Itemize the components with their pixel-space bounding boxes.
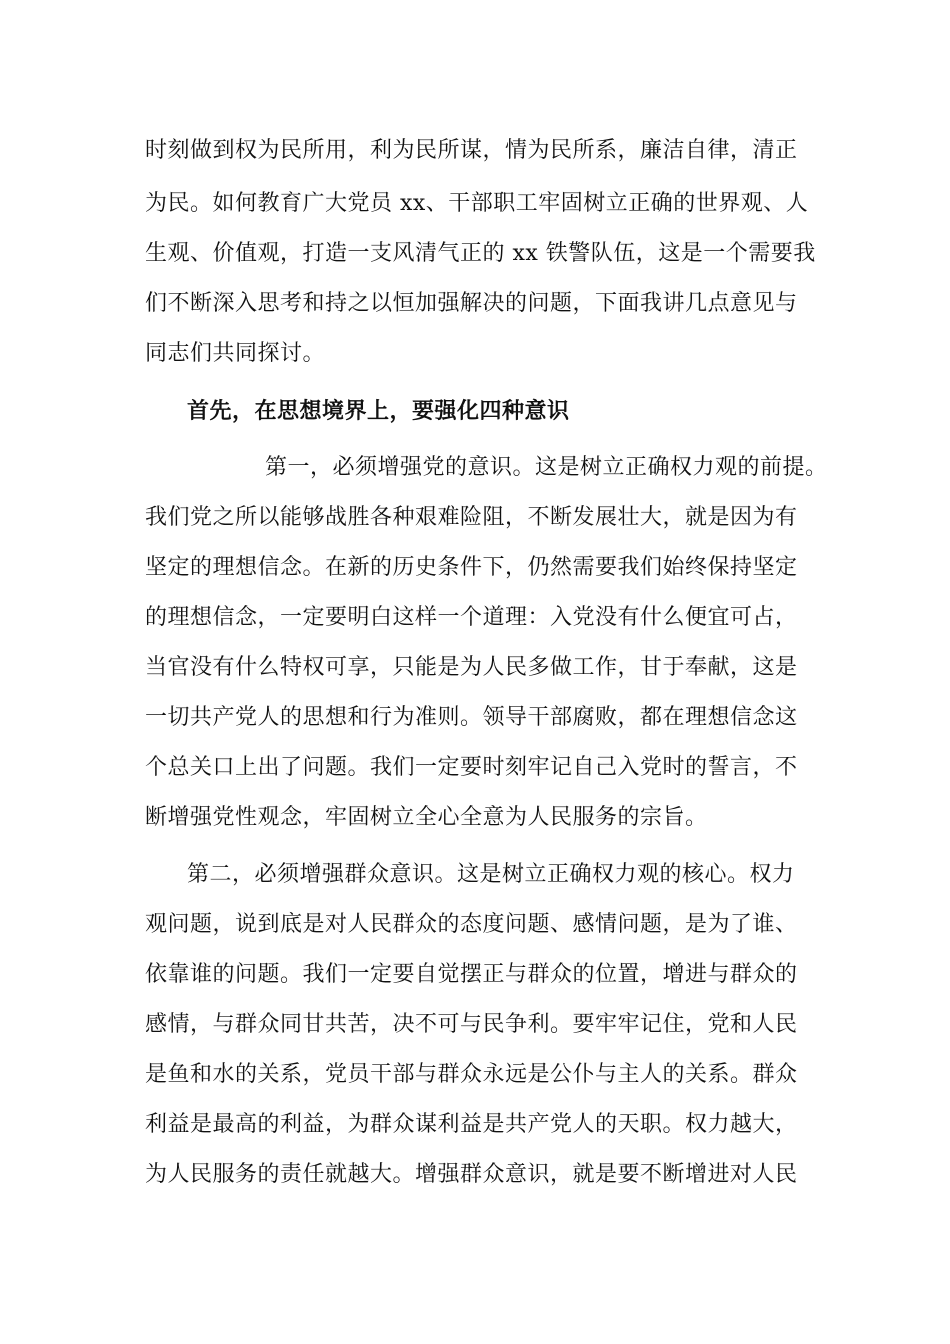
paragraph-2-line-3: 坚定的理想信念。在新的历史条件下，仍然需要我们始终保持坚定 xyxy=(145,555,798,580)
paragraph-1-line-3: 生观、价值观，打造一支风清气正的 xx 铁警队伍，这是一个需要我 xyxy=(145,241,816,266)
paragraph-1-line-4: 们不断深入思考和持之以恒加强解决的问题，下面我讲几点意见与 xyxy=(145,291,798,316)
paragraph-2-line-4: 的理想信念，一定要明白这样一个道理：入党没有什么便宜可占， xyxy=(145,605,798,630)
paragraph-2-line-1: 第一，必须增强党的意识。这是树立正确权力观的前提。 xyxy=(265,455,828,480)
paragraph-3-line-5: 是鱼和水的关系，党员干部与群众永远是公仆与主人的关系。群众 xyxy=(145,1062,798,1087)
paragraph-3-line-4: 感情，与群众同甘共苦，决不可与民争利。要牢牢记住，党和人民 xyxy=(145,1012,798,1037)
paragraph-2-line-8: 断增强党性观念，牢固树立全心全意为人民服务的宗旨。 xyxy=(145,805,708,830)
paragraph-2-line-5: 当官没有什么特权可享，只能是为人民多做工作，甘于奉献，这是 xyxy=(145,655,798,680)
paragraph-2-line-7: 个总关口上出了问题。我们一定要时刻牢记自己入党时的誓言，不 xyxy=(145,755,798,780)
paragraph-3-line-3: 依靠谁的问题。我们一定要自觉摆正与群众的位置，增进与群众的 xyxy=(145,962,798,987)
paragraph-3-line-1: 第二，必须增强群众意识。这是树立正确权力观的核心。权力 xyxy=(187,862,795,887)
paragraph-2-line-6: 一切共产党人的思想和行为准则。领导干部腐败，都在理想信念这 xyxy=(145,705,798,730)
paragraph-3-line-7: 为人民服务的责任就越大。增强群众意识，就是要不断增进对人民 xyxy=(145,1162,798,1187)
section-heading: 首先，在思想境界上，要强化四种意识 xyxy=(187,398,570,424)
paragraph-3-line-6: 利益是最高的利益，为群众谋利益是共产党人的天职。权力越大， xyxy=(145,1112,798,1137)
paragraph-1-line-2: 为民。如何教育广大党员 xx、干部职工牢固树立正确的世界观、人 xyxy=(145,191,809,216)
paragraph-3-line-2: 观问题，说到底是对人民群众的态度问题、感情问题，是为了谁、 xyxy=(145,912,798,937)
paragraph-1-line-5: 同志们共同探讨。 xyxy=(145,341,326,366)
paragraph-2-line-2: 我们党之所以能够战胜各种艰难险阻，不断发展壮大，就是因为有 xyxy=(145,505,798,530)
paragraph-1-line-1: 时刻做到权为民所用，利为民所谋，情为民所系，廉洁自律，清正 xyxy=(145,138,798,163)
